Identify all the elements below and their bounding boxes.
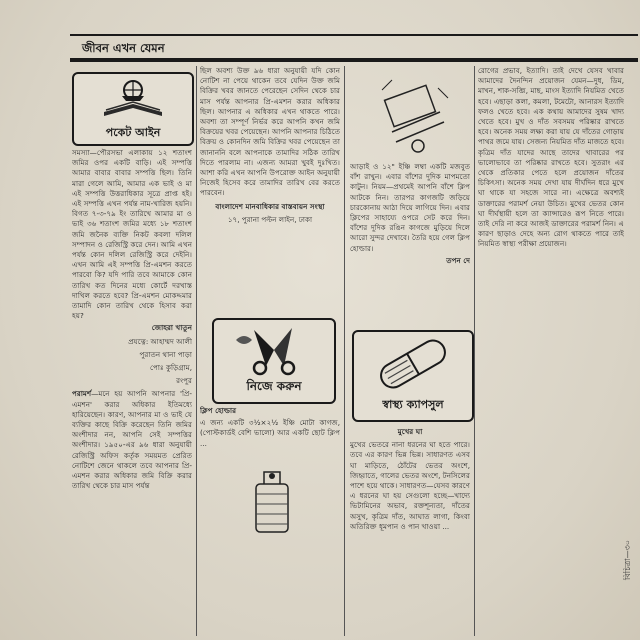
signature-address-1: পুরাতন থানা পাড়া: [139, 349, 192, 359]
clip-holder-icon: [246, 466, 298, 538]
answer-label: পরামর্শ: [72, 389, 92, 399]
author-signature: তপন দে: [446, 255, 470, 265]
do-it-yourself-label: নিজে করুন: [246, 379, 302, 393]
page-title: জীবন এখন যেমন: [82, 41, 165, 55]
signature-address-2: পোঃ কুড়িগ্রাম,: [150, 363, 192, 373]
health-capsule-label: স্বাস্থ্য ক্যাপসুল: [382, 398, 444, 411]
column-4: [478, 66, 624, 636]
answer-text: —মনে হয় আপনি আপনার 'প্রি-এমশন' করার অধিকার ইতিমধ্যে হারিয়েছেন। কারণ, আপনার মা ও ভাই যে ব্যক্তির কাছে বিক্রি করেছেন তিনি জমির অংশীদার নন, আপনি সেই সম্পত্তির অংশীদার। ১৯৫০-এর ৯৬ ধারা অনুযায়ী রেজিস্ট্রি অফিস কর্তৃক সময়মত প্রেরিত নোটিশে জেনে থাকলে তবে আপনার প্রি-এমশন করার অধিকার জমি বিক্রি করার তারিখ থেকে চার মাস পর্যন্ত: [72, 389, 192, 491]
column-divider: [344, 66, 345, 636]
question-text: সমস্যা—পৌরসভা এলাকায় ১২ শতাংশ জমির ওপর একটি বাড়ি। এই সম্পত্তি আমার বাবার বাবার সম্পত্তি ছিল। তিনি মারা গেলে আমি, আমার এক ভাই ও মা এই সম্পত্তি উত্তরাধিকার সূত্রে প্রাপ্ত হই। এই সম্পত্তি এখন পর্যন্ত নাম-খারিজ হয়নি। বিগত ৭-৩-৭৯ ইং তারিখে আমার মা ও ভাই ৩৬ শতাংশ জমির মধ্যে ১৮ শতাংশ জমি জনৈক ব্যক্তি নিকট কবলা দলিল সম্পাদন ও রেজিস্ট্রি করে দেন। আমি এখন পর্যন্ত কোন দলিল রেজিস্ট্রি করে দেইনি। এখন আমি এই সম্পত্তি প্রি-এমশন করতে পারবো কি? যদি পারি তবে আমাকে কোন তারিখ কত দিনের মধ্যে কোর্টে দরখাস্ত দাখিল করতে হবে? প্রি-এমশন মোকদ্দমার তামাদি কোন তারিখ থেকে হিসাব করা হয়?: [72, 148, 192, 321]
scissors-icon: [214, 320, 334, 378]
top-rule: [70, 34, 638, 36]
capsule-icon: [354, 332, 472, 394]
column-3-top: [350, 162, 470, 328]
credit-address: ১৭, পুরানা পল্টন লাইন, ঢাকা: [227, 214, 313, 224]
answer-continued: ছিল অবশ্য উক্ত ৯৬ ধারা অনুযায়ী যদি কোন নোটিশ না পেয়ে থাকেন তবে যেদিন উক্ত জমি বিক্রির খবর জানতে পেরেছেন সেদিন থেকে চার মাস পর্যন্ত আপনার প্রি-এমশন করার অধিকার ছিল। আপনার এ অধিকার এখন থাকতে পারে। অবশ্য তা সম্পূর্ণ নির্ভর করে আপনি কখন জমি বিক্রয়ের খবর পেয়েছেন। আপনি আপনার চিঠিতে বিক্রয় ও কোনদিন জমি বিক্রির খবর পেয়েছেন তা জানাননি বলে আপনাকে তামাদির সঠিক তারিখ দিতে পারলাম না। এজন্য আমরা খুবই দুঃখিত। আশা করি এখন আপনি উপরোক্ত আইন অনুযায়ী নিজেই হিসেব করে তামাদির তারিখ বের করতে পারবেন।: [200, 66, 340, 198]
signature-address-3: রংপুর: [176, 376, 192, 386]
column-divider: [196, 66, 197, 636]
column-2-top: [200, 66, 340, 328]
clip-holder-instructions: আড়াই ও ১২" ইঞ্চি লম্বা একটি মজবুত বাঁশ রাখুন। এবার বাঁশের দুদিক মাপমতো কাটুন। নিয়ম—প্রথমেই আপনি বাঁশে ক্লিপ আটকে নিন। তারপর কাগজটি জড়িয়ে চারকোনায় আঠা দিয়ে লাগিয়ে দিন। এবার ক্লিপের সাহায্যে ওপরে সেট করে দিন। বাঁশের দুদিক রঙিন কাগজে মুড়িয়ে দিলে আরো সুন্দর দেখাবে। তৈরি হয়ে গেল ক্লিপ হোল্ডার।: [350, 162, 470, 253]
header-rule: [70, 58, 638, 62]
pocket-law-label: পকেট আইন: [105, 126, 161, 139]
mouth-ulcer-text: মুখের ভেতরে নানা ধরনের ঘা হতে পারে। তবে এর কারণ ভিন্ন ভিন্ন। সাধারণত এসব ঘা মাড়িতে, ঠোঁটের ভেতর অংশে, জিহ্বাতে, গালের ভেতর অংশে, টনসিলের পাশে হয়ে থাকে। সাধারণত—যেসব কারণে এ ধরনের ঘা হয় সেগুলো হচ্ছে—খাদ্যে ভিটামিনের অভাব, রক্তশূন্যতা, দাঁতের অসুখ, কৃত্রিম দাঁত, আঘাত লাগা, কিংবা অতিরিক্ত ধূমপান ও পান খাওয়া ...: [350, 440, 470, 531]
column-divider: [474, 66, 475, 636]
credit-organization: বাংলাদেশ মানবাধিকার বাস্তবায়ন সংস্থা: [215, 201, 325, 211]
column-1: [72, 148, 192, 636]
pocket-law-box: [72, 72, 194, 146]
clip-holder-text: এ জন্য একটি ৩½×২½ ইঞ্চি মোটা কাগজ, (পোস্টকার্ডই বেশি ভালো) আর একটি ছোট ক্লিপ ...: [200, 418, 340, 448]
signature-name: জোহরা খাতুন: [151, 323, 192, 333]
book-gavel-icon: [74, 74, 192, 122]
signature-care: প্রযত্নে: আহাম্মদ আলী: [128, 336, 192, 346]
column-3-bottom: [350, 424, 470, 636]
page-number: বিচিত্রা—৩০: [623, 540, 632, 580]
do-it-yourself-box: [212, 318, 336, 404]
mouth-ulcer-heading: মুখের ঘা: [397, 427, 423, 436]
answer-paragraph: [72, 389, 192, 491]
health-continued-text: রোগের প্রভাব, ইত্যাদি। তাই দেখে যেসব খাবার আমাদের দৈনন্দিন প্রয়োজন যেমন—দুধ, ডিম, মাখন, শাক-সব্জি, মাছ, মাংস ইত্যাদি নিয়মিত খেতে হবে। এছাড়া কলা, কমলা, টমেটো, আনারস ইত্যাদি ফলও খেতে হবে। এক কথায় আমাদের সুষম খাদ্য খেতে হবে। মুখ ও দাঁত সবসময় পরিষ্কার রাখতে হবে। অনেক সময় লক্ষ্য করা যায় যে দাঁতের গোড়ায় পাথর জমে যায়। সেজন্য নিয়মিত দাঁত মাজতে হবে। কৃত্রিম দাঁত যাদের আছে তাদের খাবারের পর ভালোভাবে তা পরিষ্কার রাখতে হবে। সুতরাং এর থেকে প্রতিকার পেতে হলে প্রয়োজন দাঁতের চিকিৎসা। অনেক সময় দেখা যায় দীর্ঘদিন ধরে মুখে ঘা থাকে যা সহজে সারে না। এক্ষেত্রে অবশ্যই ডাক্তারের পরামর্শ নেয়া উচিত। মুখের ভেতর কোন ঘা দীর্ঘস্থায়ী হলে তা ক্যান্সারেও রূপ নিতে পারে। তাই দেরি না করে আজই ডাক্তারের পরামর্শ নিন। এ কারণ ছাড়াও দেহে অন্য রোগ থাকতে পারে তাই নিয়মিত স্বাস্থ্য পরীক্ষা প্রয়োজন।: [478, 66, 624, 249]
clip-holder-heading: ক্লিপ হোল্ডার: [200, 406, 237, 415]
health-capsule-box: [352, 330, 474, 422]
ruler-cutting-icon: [378, 72, 458, 162]
column-2-bottom: [200, 406, 340, 456]
